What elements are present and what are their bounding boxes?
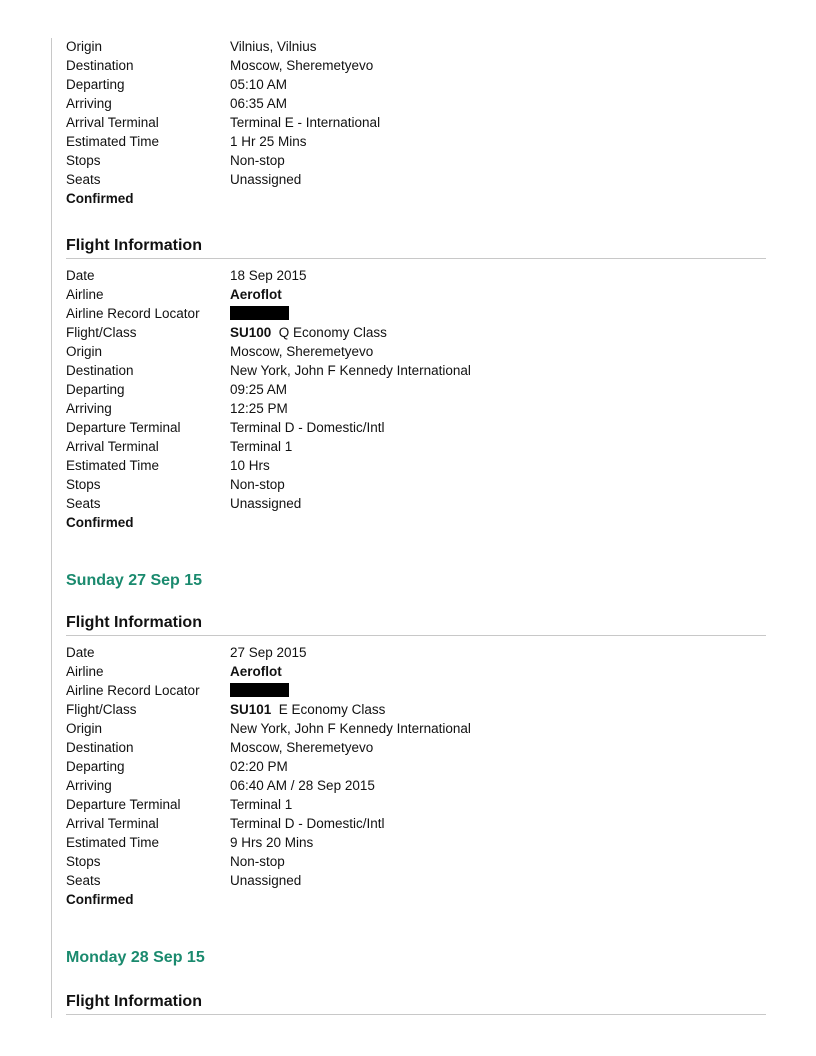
redacted-locator	[230, 683, 289, 697]
booking-status: Confirmed	[66, 515, 134, 530]
flight-segment-2	[66, 612, 766, 909]
detail-row-stops: Stops Non-stop	[66, 854, 285, 869]
section-title: Flight Information	[66, 612, 766, 636]
detail-row-flight-class: Flight/Class SU101 E Economy Class	[66, 702, 386, 717]
detail-row-departing: Departing 09:25 AM	[66, 382, 288, 397]
detail-row-destination: Destination Moscow, Sheremetyevo	[66, 58, 374, 73]
redacted-locator	[230, 306, 289, 320]
airline-name: Aeroflot	[230, 664, 282, 679]
detail-row-flight-class: Flight/Class SU100 Q Economy Class	[66, 325, 387, 340]
booking-status: Confirmed	[66, 191, 134, 206]
detail-row-seats: Seats Unassigned	[66, 496, 302, 511]
detail-row-destination: Destination Moscow, Sheremetyevo	[66, 740, 374, 755]
detail-row-airline: Airline Aeroflot	[66, 664, 282, 679]
fare-class: Q Economy Class	[278, 325, 387, 340]
section-title: Flight Information	[66, 235, 766, 259]
itinerary-content	[66, 37, 766, 1022]
detail-row-departing: Departing 02:20 PM	[66, 759, 288, 774]
detail-row-estimated-time: Estimated Time 1 Hr 25 Mins	[66, 134, 307, 149]
detail-row-date: Date 18 Sep 2015	[66, 268, 307, 283]
detail-row-record-locator: Airline Record Locator	[66, 304, 766, 323]
flight-segment-0	[66, 37, 766, 208]
detail-row-arrival-terminal: Arrival Terminal Terminal E - International	[66, 115, 381, 130]
detail-row-airline: Airline Aeroflot	[66, 287, 282, 302]
detail-row-seats: Seats Unassigned	[66, 172, 302, 187]
detail-row-origin: Origin New York, John F Kennedy International	[66, 721, 471, 736]
fare-class: E Economy Class	[278, 702, 386, 717]
day-heading: Monday 28 Sep 15	[66, 949, 205, 966]
detail-row-estimated-time: Estimated Time 9 Hrs 20 Mins	[66, 835, 314, 850]
flight-segment-1	[66, 235, 766, 532]
detail-row-arriving: Arriving 06:40 AM / 28 Sep 2015	[66, 778, 375, 793]
airline-name: Aeroflot	[230, 287, 282, 302]
detail-row-departure-terminal: Departure Terminal Terminal D - Domestic/Intl	[66, 420, 385, 435]
detail-row-date: Date 27 Sep 2015	[66, 645, 307, 660]
detail-row-record-locator: Airline Record Locator	[66, 681, 766, 700]
day-heading: Sunday 27 Sep 15	[66, 572, 203, 589]
booking-status: Confirmed	[66, 892, 134, 907]
detail-row-stops: Stops Non-stop	[66, 153, 285, 168]
detail-row-seats: Seats Unassigned	[66, 873, 302, 888]
detail-row-arriving: Arriving 06:35 AM	[66, 96, 288, 111]
detail-row-arriving: Arriving 12:25 PM	[66, 401, 288, 416]
detail-row-origin: Origin Vilnius, Vilnius	[66, 39, 317, 54]
detail-row-stops: Stops Non-stop	[66, 477, 285, 492]
detail-row-arrival-terminal: Arrival Terminal Terminal 1	[66, 439, 293, 454]
detail-row-departing: Departing 05:10 AM	[66, 77, 288, 92]
section-title: Flight Information	[66, 991, 766, 1015]
flight-number: SU100	[230, 325, 272, 340]
detail-row-departure-terminal: Departure Terminal Terminal 1	[66, 797, 293, 812]
detail-row-arrival-terminal: Arrival Terminal Terminal D - Domestic/Intl	[66, 816, 385, 831]
detail-row-estimated-time: Estimated Time 10 Hrs	[66, 458, 270, 473]
flight-number: SU101	[230, 702, 272, 717]
flight-segment-3	[66, 991, 766, 1015]
left-border-rule	[51, 38, 52, 1018]
detail-row-origin: Origin Moscow, Sheremetyevo	[66, 344, 374, 359]
detail-row-destination: Destination New York, John F Kennedy International	[66, 363, 471, 378]
